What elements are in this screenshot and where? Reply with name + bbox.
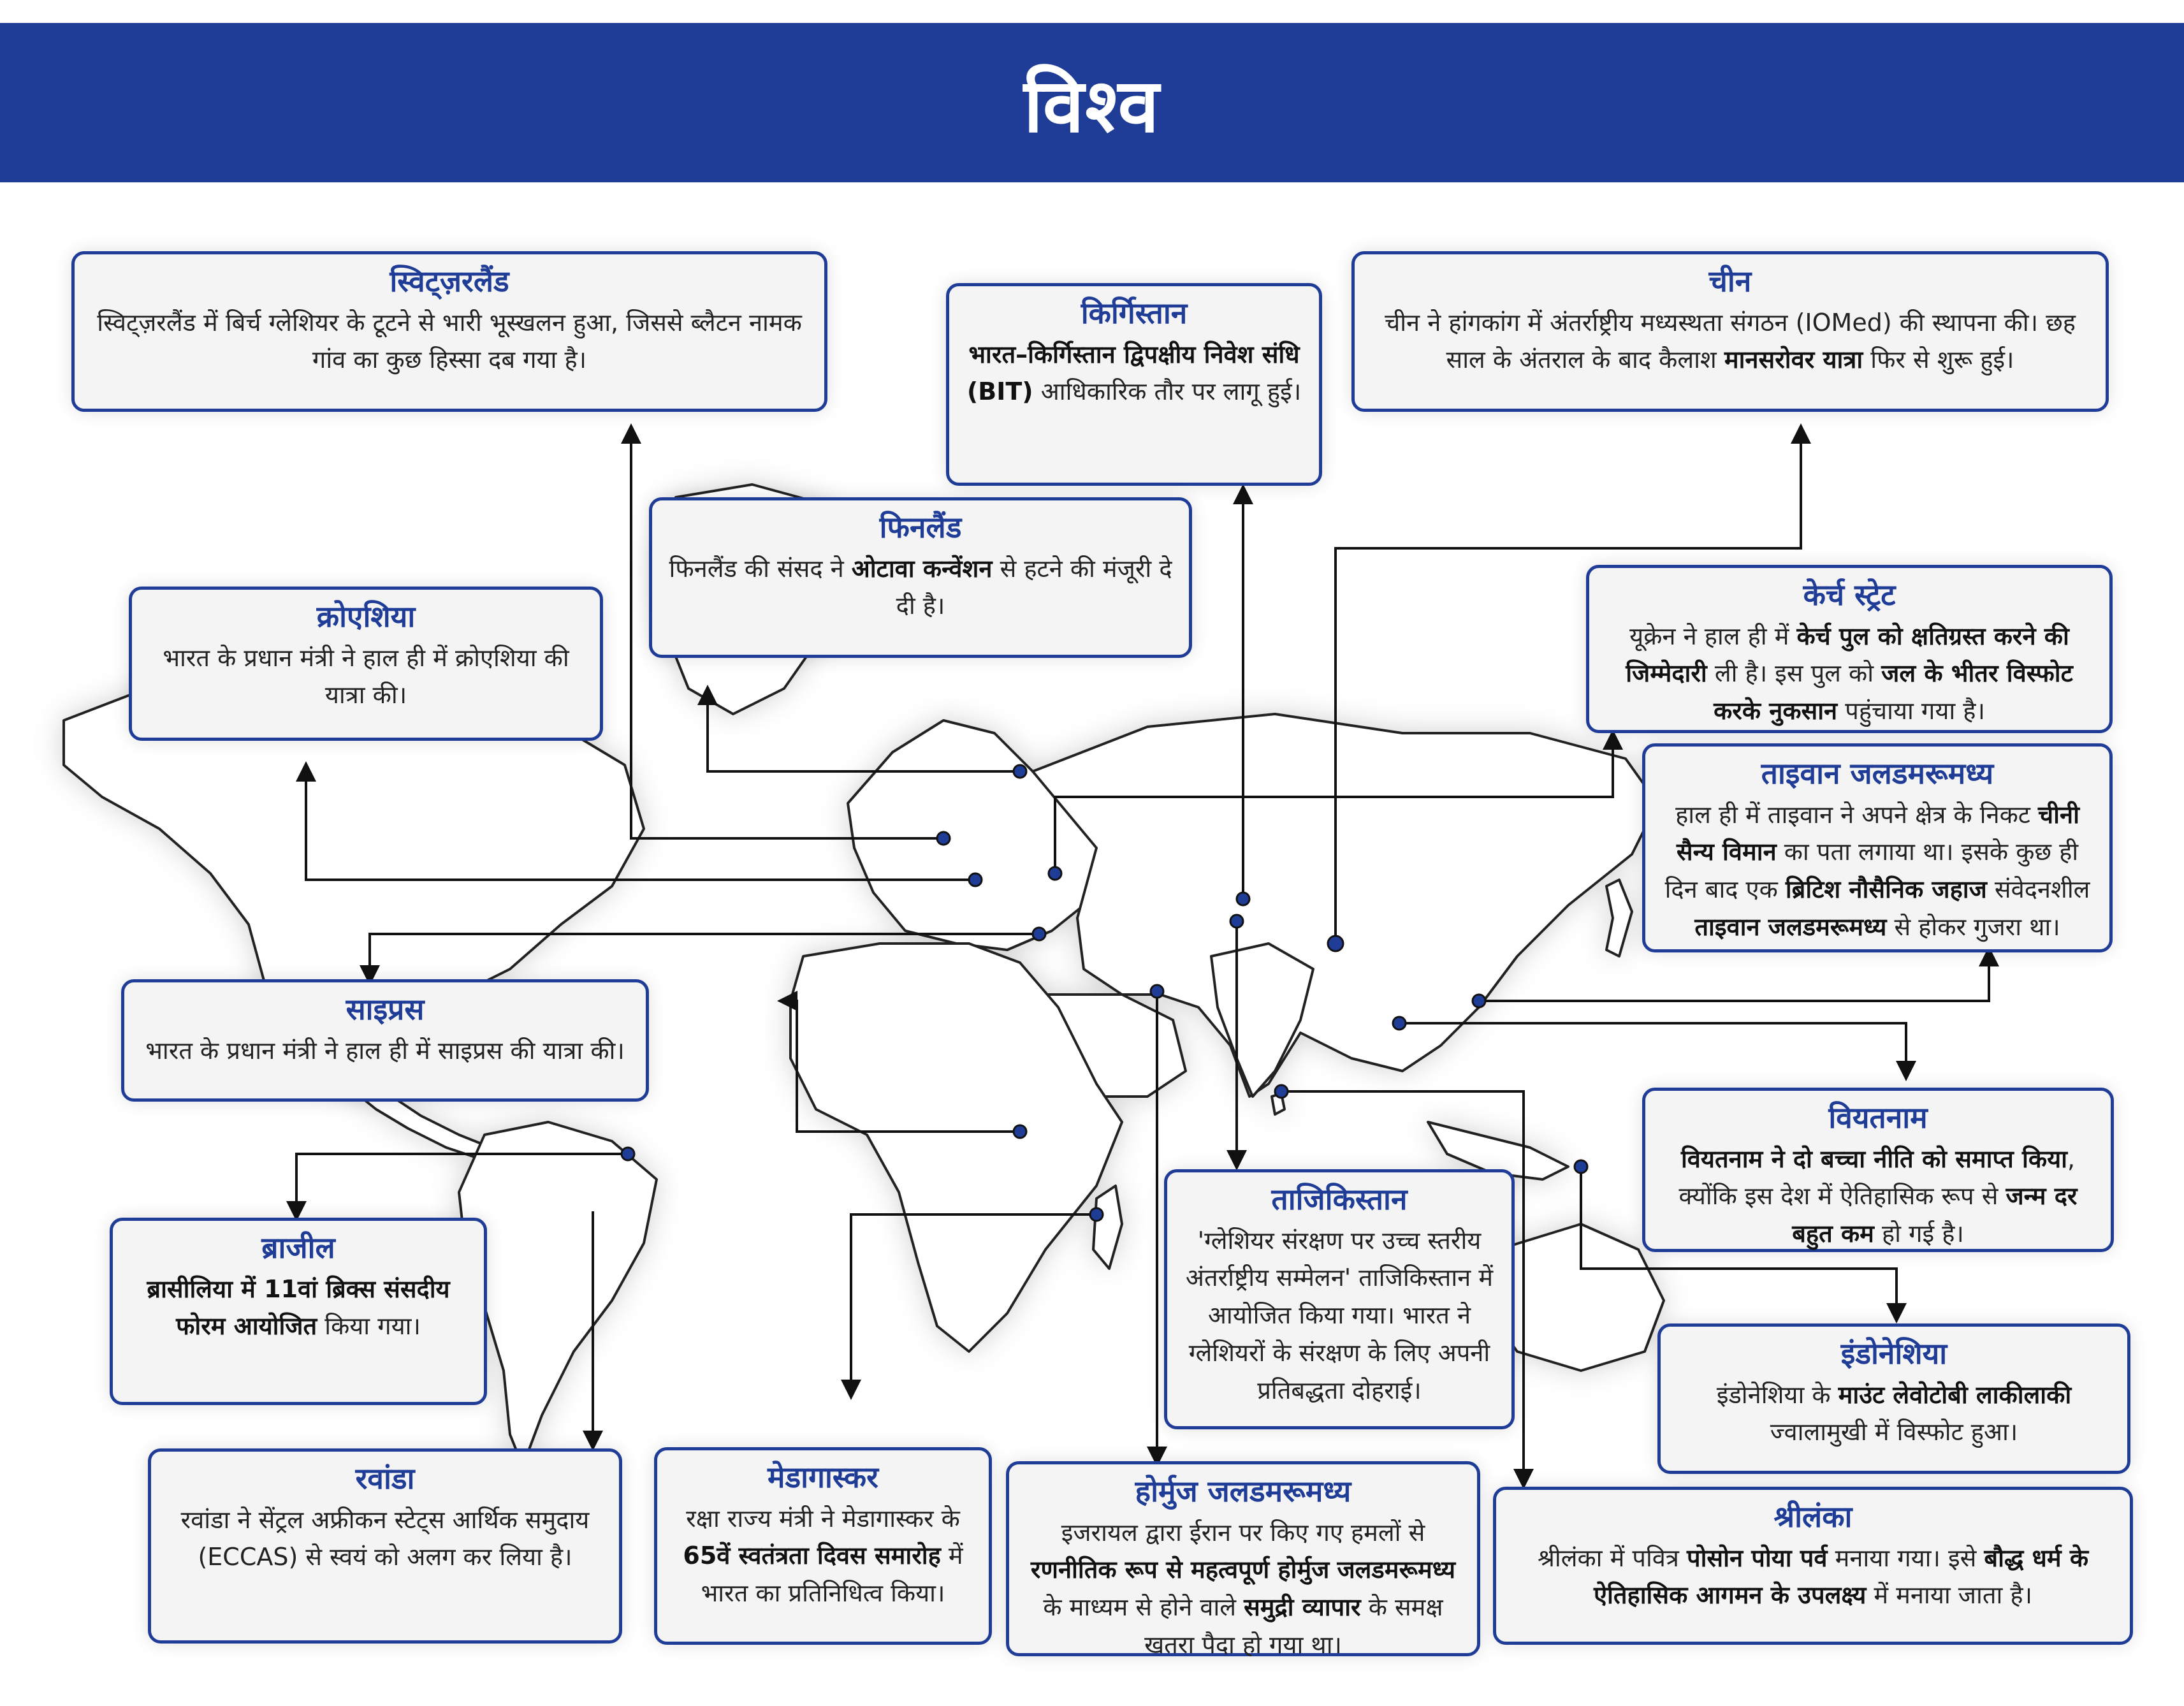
body-text: फिर से शुरू हुई। <box>1863 346 2014 374</box>
card-body-cyprus <box>141 1032 629 1070</box>
card-title-vietnam: वियतनाम <box>1828 1100 1928 1135</box>
card-title-srilanka: श्रीलंका <box>1773 1499 1853 1534</box>
card-title-tajikistan: ताजिकिस्तान <box>1271 1182 1408 1216</box>
south-america-shape <box>459 1122 657 1466</box>
bold-text: चीनी सैन्य विमान <box>1676 800 2079 866</box>
bold-text: पोसोन पोया पर्व <box>1686 1543 1828 1572</box>
body-text: से होकर गुजरा था। <box>1886 913 2060 942</box>
bold-text: रणनीतिक रूप से महत्वपूर्ण होर्मुज <box>1030 1556 1330 1584</box>
body-text: आधिकारिक तौर पर लागू हुई। <box>1033 377 1302 406</box>
card-body-hormuz <box>1026 1514 1460 1665</box>
marker-rwanda <box>1014 1125 1026 1138</box>
card-title-madagascar: मेडागास्कर <box>768 1460 878 1494</box>
body-text: से हटने की मंजूरी दे दी है। <box>896 554 1172 620</box>
bold-text: बौद्ध धर्म के ऐतिहासिक आगमन के उपलक्ष्य <box>1594 1543 2089 1610</box>
card-title-indonesia: इंडोनेशिया <box>1840 1336 1947 1371</box>
card-title-kyrgyzstan: किर्गिस्तान <box>1081 296 1188 330</box>
europe-shape <box>848 720 1096 950</box>
card-title-kerch: केर्च स्ट्रेट <box>1803 578 1896 612</box>
body-text: संवेदनशील <box>1986 875 2090 904</box>
body-text: फिनलैंड की संसद ने <box>669 554 852 583</box>
card-hormuz <box>1006 1461 1480 1659</box>
marker-china <box>1328 936 1343 951</box>
marker-kyrgyzstan <box>1237 893 1249 905</box>
body-text: मनाया गया। इसे <box>1827 1543 1984 1572</box>
marker-tajikistan <box>1230 915 1243 928</box>
marker-croatia <box>969 873 982 886</box>
card-body-finland <box>669 550 1172 625</box>
card-madagascar <box>654 1447 992 1645</box>
body-text: हो गई है। <box>1874 1220 1964 1248</box>
body-text: में मनाया जाता है। <box>1866 1581 2032 1610</box>
marker-taiwan <box>1473 995 1485 1007</box>
marker-brazil <box>622 1148 634 1160</box>
body-text: इंडोनेशिया के <box>1716 1380 1838 1409</box>
body-text: रक्षा राज्य मंत्री ने मेडागास्कर के <box>686 1504 960 1533</box>
body-text: भारत के प्रधान मंत्री ने हाल ही में साइप्रस की यात्रा की। <box>145 1036 625 1065</box>
body-text: भारत के प्रधान मंत्री ने हाल ही में क्रोएशिया की यात्रा की। <box>163 643 569 710</box>
card-croatia <box>129 587 603 741</box>
page-title: विश्व <box>1023 63 1161 149</box>
card-body-kerch <box>1606 618 2093 731</box>
body-text: ली है। इस पुल को <box>1707 659 1882 688</box>
card-body-brazil <box>129 1271 467 1346</box>
body-text: के समक्ष खतरा पैदा हो गया था। <box>1144 1593 1443 1659</box>
card-china <box>1351 251 2109 412</box>
bold-text: केर्च पुल को क्षतिग्रस्त करने की जिम्मेदारी <box>1626 622 2069 688</box>
bold-text: वियतनाम ने दो बच्चा नीति को समाप्त किया <box>1680 1144 2067 1173</box>
card-vietnam <box>1642 1088 2114 1252</box>
card-body-tajikistan <box>1184 1222 1495 1410</box>
card-body-china <box>1371 304 2089 379</box>
bold-text: समुद्री व्यापार <box>1244 1593 1361 1622</box>
card-body-rwanda <box>168 1501 602 1577</box>
connector-vietnam <box>1399 1023 1906 1071</box>
card-title-rwanda: रवांडा <box>355 1461 415 1496</box>
bold-text: 65वें स्वतंत्रता दिवस समारोह <box>683 1542 941 1570</box>
card-title-finland: फिनलैंड <box>879 510 962 544</box>
card-rwanda <box>148 1448 622 1644</box>
marker-cyprus <box>1033 928 1045 940</box>
bold-text: ओटावा कन्वेंशन <box>851 554 993 583</box>
body-text: चीन ने हांगकांग में अंतर्राष्ट्रीय मध्यस्थता संगठन (IOMed) की स्थापना की। छह साल के अंतराल के बाद कैलाश <box>1385 308 2076 374</box>
body-text: रवांडा ने सेंट्रल अफ्रीकन स्टेट्स आर्थिक समुदाय (ECCAS) से स्वयं को अलग कर लिया है। <box>180 1505 590 1571</box>
marker-hormuz <box>1151 985 1163 998</box>
body-text: किया गया। <box>317 1312 421 1341</box>
card-taiwan <box>1642 743 2113 952</box>
card-indonesia <box>1657 1323 2130 1474</box>
card-body-madagascar <box>674 1500 972 1613</box>
bold-text: जल के भीतर विस्फोट करके नुकसान <box>1714 659 2073 725</box>
body-text: यूक्रेन ने हाल ही में <box>1629 622 1797 650</box>
body-text: के माध्यम से होने वाले <box>1043 1593 1244 1622</box>
card-kerch <box>1586 565 2113 733</box>
bold-text: ब्रिटिश नौसैनिक जहाज <box>1785 875 1987 904</box>
card-body-vietnam <box>1662 1141 2094 1253</box>
body-text: पहुंचाया गया है। <box>1837 697 1985 725</box>
marker-switzerland <box>937 832 950 845</box>
card-title-hormuz: होर्मुज जलडमरूमध्य <box>1135 1474 1351 1508</box>
marker-srilanka <box>1275 1085 1288 1098</box>
card-body-switzerland <box>91 304 808 379</box>
card-title-cyprus: साइप्रस <box>346 992 425 1026</box>
body-text: इजरायल द्वारा ईरान पर किए गए हमलों से <box>1061 1518 1425 1547</box>
card-title-switzerland: स्विट्ज़रलैंड <box>389 264 509 298</box>
bold-text: जलडमरूमध्य <box>1337 1556 1456 1584</box>
card-body-srilanka <box>1513 1540 2113 1615</box>
card-title-china: चीन <box>1708 264 1752 298</box>
card-body-indonesia <box>1677 1376 2111 1452</box>
card-body-croatia <box>149 639 583 715</box>
body-text: में भारत का प्रतिनिधित्व किया। <box>701 1542 963 1608</box>
connector-taiwan <box>1479 956 1989 1001</box>
body-text: 'ग्लेशियर संरक्षण पर उच्च स्तरीय अंतर्राष्ट्रीय सम्मेलन' ताजिकिस्तान में आयोजित किया गया। भारत ने ग्लेशियरों के संरक्षण के लिए अपनी प्रतिबद्धता दोहराई। <box>1185 1226 1494 1405</box>
bold-text: ताइवान जलडमरूमध्य <box>1694 913 1887 942</box>
card-switzerland <box>71 251 827 412</box>
marker-vietnam <box>1393 1017 1406 1030</box>
bold-text: ब्रासीलिया में 11वां ब्रिक्स संसदीय फोरम आयोजित <box>147 1274 450 1341</box>
japan-shape <box>1606 880 1632 956</box>
body-text <box>1329 1556 1337 1584</box>
marker-finland <box>1014 765 1026 778</box>
card-brazil <box>110 1218 487 1405</box>
card-body-taiwan <box>1662 796 2093 947</box>
bold-text: मानसरोवर यात्रा <box>1724 346 1863 374</box>
body-text: ज्वालामुखी में विस्फोट हुआ। <box>1770 1418 2018 1447</box>
marker-kerch <box>1049 867 1061 880</box>
bold-text: भारत–किर्गिस्तान द्विपक्षीय निवेश संधि (BIT) <box>966 340 1300 406</box>
card-title-taiwan: ताइवान जलडमरूमध्य <box>1761 756 1994 791</box>
marker-madagascar <box>1090 1208 1103 1221</box>
card-kyrgyzstan <box>946 283 1322 486</box>
card-title-croatia: क्रोएशिया <box>316 599 416 634</box>
body-text: हाल ही में ताइवान ने अपने क्षेत्र के निकट <box>1675 800 2039 829</box>
card-finland <box>649 497 1192 658</box>
card-body-kyrgyzstan <box>966 336 1302 411</box>
bold-text: माउंट लेवोटोबी लाकीलाकी <box>1838 1380 2072 1409</box>
india-shape <box>1211 944 1313 1097</box>
card-tajikistan <box>1164 1169 1515 1429</box>
marker-indonesia <box>1575 1160 1587 1173</box>
card-cyprus <box>121 979 649 1102</box>
card-title-brazil: ब्राजील <box>261 1230 335 1265</box>
body-text: का पता लगाया था। इसके कुछ ही दिन बाद एक <box>1664 838 2079 904</box>
body-text: , क्योंकि इस देश में ऐतिहासिक रूप से <box>1678 1144 2076 1211</box>
body-text: श्रीलंका में पवित्र <box>1537 1543 1687 1572</box>
body-text: स्विट्ज़रलैंड में बिर्च ग्लेशियर के टूटने से भारी भूस्खलन हुआ, जिससे ब्लैटन नामक गांव का कुछ हिस्सा दब गया है। <box>97 308 802 374</box>
bold-text: जन्म दर बहुत कम <box>1792 1182 2078 1248</box>
card-srilanka <box>1493 1487 2133 1645</box>
madagascar-shape <box>1093 1186 1122 1269</box>
